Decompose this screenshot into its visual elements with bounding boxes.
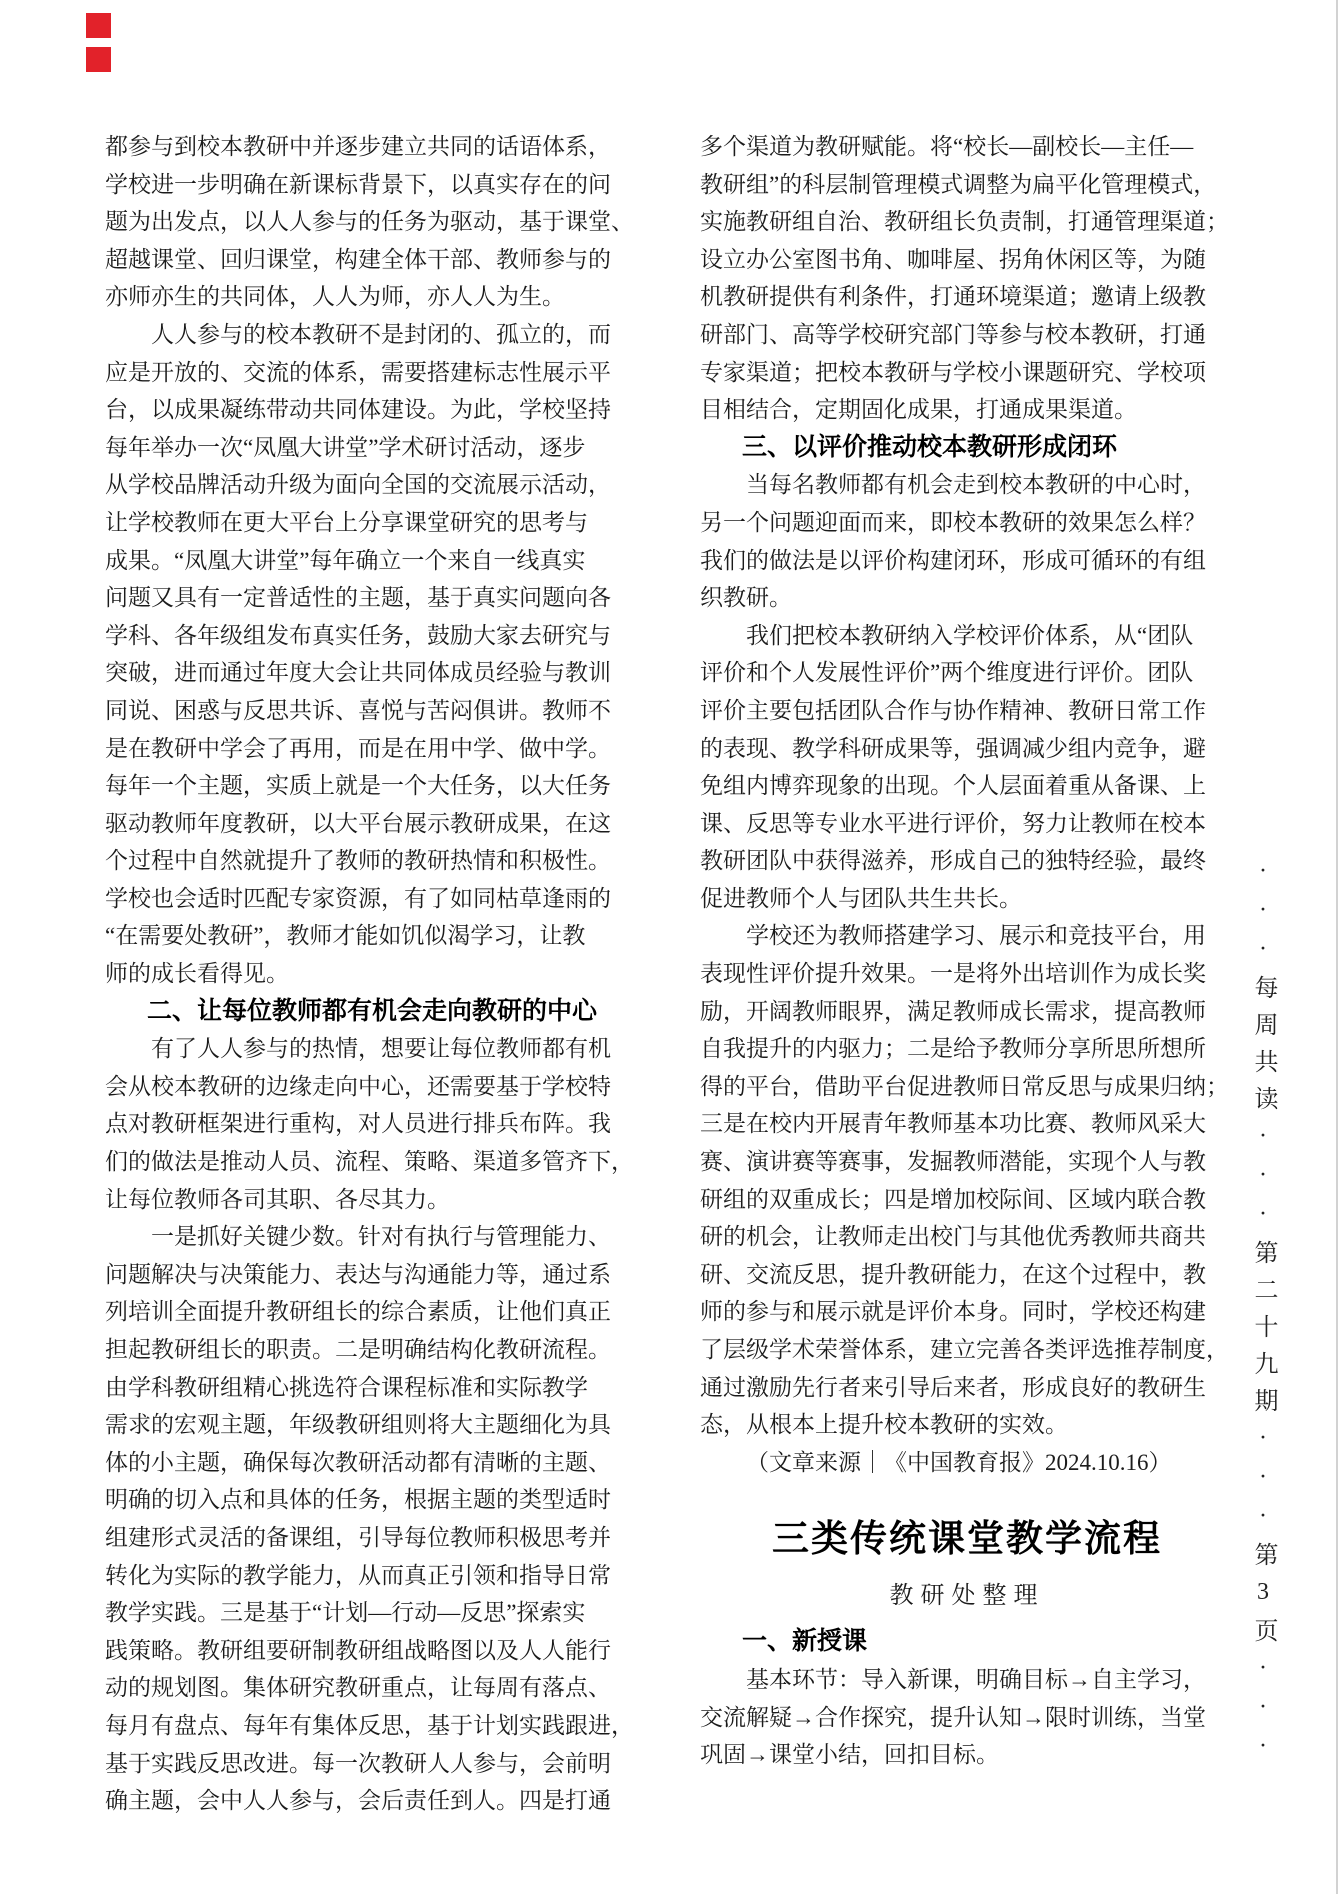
text-line: 表现性评价提升效果。一是将外出培训作为成长奖 — [700, 961, 1206, 987]
text-line: 确主题，会中人人参与，会后责任到人。四是打通 — [105, 1788, 611, 1814]
text-line: 通过激励先行者来引导后来者，形成良好的教研生 — [700, 1374, 1206, 1400]
text-line: 了层级学术荣誉体系，建立完善各类评选推荐制度， — [700, 1337, 1229, 1362]
text-line: 另一个问题迎面而来，即校本教研的效果怎么样？ — [700, 509, 1206, 535]
text-line: 我们的做法是以评价构建闭环，形成可循环的有组 — [700, 547, 1206, 573]
text-line: 设立办公室图书角、咖啡屋、拐角休闲区等，为随 — [700, 246, 1206, 272]
text-line: 体的小主题，确保每次教研活动都有清晰的主题、 — [105, 1449, 611, 1475]
text-line: 超越课堂、回归课堂，构建全体干部、教师参与的 — [105, 246, 611, 272]
text-line: 评价主要包括团队合作与协作精神、教研日常工作 — [700, 697, 1206, 723]
text-line: 列培训全面提升教研组长的综合素质，让他们真正 — [105, 1299, 611, 1325]
text-line: 课、反思等专业水平进行评价，努力让教师在校本 — [700, 810, 1206, 836]
text-line: 三是在校内开展青年教师基本功比赛、教师风采大 — [700, 1111, 1206, 1137]
text-line: 师的成长看得见。 — [105, 961, 289, 987]
text-line: 问题又具有一定普适性的主题，基于真实问题向各 — [105, 585, 611, 611]
text-line: 学科、各年级组发布真实任务，鼓励大家去研究与 — [105, 622, 611, 648]
text-line: 学校进一步明确在新课标背景下，以真实存在的问 — [105, 171, 611, 197]
text-line: 机教研提供有利条件，打通环境渠道；邀请上级教 — [700, 284, 1206, 310]
text-line: 都参与到校本教研中并逐步建立共同的话语体系， — [105, 134, 611, 159]
text-line: 研、交流反思，提升教研能力，在这个过程中，教 — [700, 1261, 1206, 1287]
text-line: 驱动教师年度教研，以大平台展示教研成果，在这 — [105, 810, 611, 836]
text-line: 自我提升的内驱力；二是给予教师分享所思所想所 — [700, 1036, 1206, 1062]
page-edge-line — [1336, 0, 1338, 1894]
text-line: 得的平台，借助平台促进教师日常反思与成果归纳； — [700, 1073, 1229, 1099]
section-heading: 三、以评价推动校本教研形成闭环 — [742, 432, 1118, 461]
text-line: 点对教研框架进行重构，对人员进行排兵布阵。我 — [105, 1111, 611, 1137]
text-line: 是在教研中学会了再用，而是在用中学、做中学。 — [105, 735, 611, 761]
text-line: 会从校本教研的边缘走向中心，还需要基于学校特 — [105, 1073, 611, 1099]
text-line: 教研组”的科层制管理模式调整为扁平化管理模式， — [700, 171, 1217, 197]
left-text-column — [105, 128, 639, 1820]
text-line: 目相结合，定期固化成果，打通成果渠道。 — [700, 397, 1137, 423]
text-line: 师的参与和展示就是评价本身。同时，学校还构建 — [700, 1299, 1206, 1325]
text-line: 每年举办一次“凤凰大讲堂”学术研讨活动，逐步 — [105, 434, 586, 460]
text-line: 研组的双重成长；四是增加校际间、区域内联合教 — [700, 1186, 1206, 1212]
text-line: 基于实践反思改进。每一次教研人人参与，会前明 — [105, 1750, 611, 1776]
text-line: 交流解疑→合作探究，提升认知→限时训练，当堂 — [700, 1704, 1206, 1730]
red-crop-mark-top — [86, 13, 111, 38]
source-line: （文章来源｜《中国教育报》2024.10.16） — [746, 1449, 1172, 1475]
text-line: 们的做法是推动人员、流程、策略、渠道多管齐下， — [105, 1149, 634, 1175]
article-subtitle: 教研处整理 — [889, 1583, 1045, 1610]
text-line: 台，以成果凝练带动共同体建设。为此，学校坚持 — [105, 397, 611, 423]
text-line: 问题解决与决策能力、表达与沟通能力等，通过系 — [105, 1261, 611, 1287]
text-line: 转化为实际的教学能力，从而真正引领和指导日常 — [105, 1562, 611, 1588]
text-line: 我们把校本教研纳入学校评价体系，从“团队 — [700, 622, 1194, 648]
text-line: 研的机会，让教师走出校门与其他优秀教师共商共 — [700, 1224, 1206, 1250]
text-line: 同说、困惑与反思共诉、喜悦与苦闷俱讲。教师不 — [105, 697, 611, 723]
text-line: 一是抓好关键少数。针对有执行与管理能力、 — [105, 1224, 611, 1250]
text-line: 教研团队中获得滋养，形成自己的独特经验，最终 — [700, 848, 1206, 874]
text-line: 多个渠道为教研赋能。将“校长—副校长—主任— — [700, 134, 1194, 159]
text-line: 题为出发点，以人人参与的任务为驱动，基于课堂、 — [105, 209, 634, 235]
text-line: 有了人人参与的热情，想要让每位教师都有机 — [105, 1036, 611, 1062]
text-line: 的表现、教学科研成果等，强调减少组内竞争，避 — [700, 735, 1206, 761]
text-line: 学校也会适时匹配专家资源，有了如同枯草逢雨的 — [105, 885, 611, 911]
text-line: 应是开放的、交流的体系，需要搭建标志性展示平 — [105, 359, 611, 385]
text-line: 让学校教师在更大平台上分享课堂研究的思考与 — [105, 509, 588, 535]
text-line: 基本环节：导入新课，明确目标→自主学习， — [700, 1666, 1206, 1692]
section-heading: 一、新授课 — [742, 1627, 868, 1656]
text-line: 每年一个主题，实质上就是一个大任务，以大任务 — [105, 773, 611, 799]
text-line: 每月有盘点、每年有集体反思，基于计划实践跟进， — [105, 1712, 634, 1738]
text-line: 当每名教师都有机会走到校本教研的中心时， — [700, 472, 1206, 498]
text-line: 让每位教师各司其职、各尽其力。 — [105, 1186, 450, 1212]
text-line: 践策略。教研组要研制教研组战略图以及人人能行 — [105, 1637, 611, 1663]
text-line: 突破，进而通过年度大会让共同体成员经验与教训 — [105, 660, 611, 686]
text-line: 亦师亦生的共同体，人人为师，亦人人为生。 — [105, 284, 565, 310]
text-line: 学校还为教师搭建学习、展示和竞技平台，用 — [700, 923, 1206, 949]
text-line: 研部门、高等学校研究部门等参与校本教研，打通 — [700, 321, 1206, 347]
text-line: 担起教研组长的职责。二是明确结构化教研流程。 — [105, 1337, 611, 1362]
text-line: 实施教研组自治、教研组长负责制，打通管理渠道； — [700, 209, 1229, 235]
text-line: 明确的切入点和具体的任务，根据主题的类型适时 — [105, 1487, 611, 1513]
text-line: 成果。“凤凰大讲堂”每年确立一个来自一线真实 — [105, 547, 586, 573]
text-line: 动的规划图。集体研究教研重点，让每周有落点、 — [105, 1675, 611, 1701]
right-text-column — [700, 128, 1234, 1774]
text-line: 评价和个人发展性评价”两个维度进行评价。团队 — [700, 660, 1194, 686]
text-line: 从学校品牌活动升级为面向全国的交流展示活动， — [105, 472, 611, 498]
page-margin-note: ···每周共读···第二十九期···第3页··· — [1250, 858, 1276, 1772]
text-line: 个过程中自然就提升了教师的教研热情和积极性。 — [105, 848, 611, 874]
text-line: 专家渠道；把校本教研与学校小课题研究、学校项 — [700, 359, 1206, 385]
text-line: 赛、演讲赛等赛事，发掘教师潜能，实现个人与教 — [700, 1149, 1206, 1175]
red-crop-mark-bottom — [86, 47, 111, 72]
text-line: 励，开阔教师眼界，满足教师成长需求，提高教师 — [700, 998, 1206, 1024]
text-line: 由学科教研组精心挑选符合课程标准和实际教学 — [105, 1374, 588, 1400]
text-line: 免组内博弈现象的出现。个人层面着重从备课、上 — [700, 773, 1206, 799]
text-line: 织教研。 — [700, 585, 792, 611]
text-line: 促进教师个人与团队共生共长。 — [700, 885, 1022, 911]
text-line: 人人参与的校本教研不是封闭的、孤立的，而 — [105, 321, 611, 347]
text-line: 需求的宏观主题，年级教研组则将大主题细化为具 — [105, 1412, 611, 1438]
text-line: 教学实践。三是基于“计划—行动—反思”探索实 — [105, 1600, 586, 1626]
text-line: 组建形式灵活的备课组，引导每位教师积极思考并 — [105, 1524, 611, 1550]
section-heading: 二、让每位教师都有机会走向教研的中心 — [147, 996, 598, 1025]
text-line: 巩固→课堂小结，回扣目标。 — [700, 1742, 999, 1768]
text-line: “在需要处教研”，教师才能如饥似渴学习，让教 — [105, 923, 586, 949]
text-line: 态，从根本上提升校本教研的实效。 — [700, 1412, 1068, 1438]
article-title: 三类传统课堂教学流程 — [772, 1518, 1162, 1560]
